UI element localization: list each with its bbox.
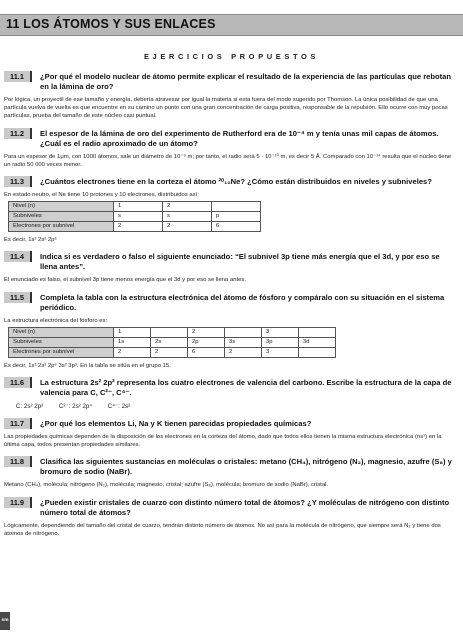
table-cell: 2 — [163, 202, 212, 212]
table-cell: 2 — [225, 347, 262, 357]
question-number: 11.4 — [4, 251, 32, 262]
table-cell: s — [114, 212, 163, 222]
table-cell: 2p — [188, 337, 225, 347]
table-cell: 3s — [225, 337, 262, 347]
question-11-7 — [4, 417, 463, 431]
table-cell: 2 — [114, 222, 163, 232]
question-11-3 — [4, 175, 463, 189]
table-cell — [212, 202, 261, 212]
question-number: 11.7 — [4, 418, 32, 429]
table-cell — [299, 327, 336, 337]
question-text: Clasifica las siguientes sustancias en moléculas o cristales: metano (CH₄), nitrógeno (N₂), magnesio, azufre (S₈) y bromuro de sodio (NaBr). — [40, 457, 452, 477]
table-cell: 6 — [188, 347, 225, 357]
row-label: Nivel (n) — [9, 202, 114, 212]
section-title: EJERCICIOS PROPUESTOS — [143, 52, 320, 61]
table-cell: 3 — [262, 347, 299, 357]
question-text: Indica si es verdadero o falso el siguiente enunciado: “El subnivel 3p tiene más energía que el 3d, y por eso se llena antes”. — [40, 252, 440, 272]
table-row — [9, 337, 336, 347]
row-label: Nivel (n) — [9, 327, 114, 337]
table-cell: p — [212, 212, 261, 222]
table-row — [9, 202, 261, 212]
electron-configuration: Es decir, 1s² 2s² 2p⁶ 3s² 3p³. En la tabla se sitúa en el grupo 15. — [4, 362, 171, 369]
table-row — [9, 212, 261, 222]
table-cell: 3d — [299, 337, 336, 347]
question-number: 11.9 — [4, 497, 32, 508]
row-label: Electrones por subnivel — [9, 347, 114, 357]
table-row — [9, 347, 336, 357]
question-text: ¿Pueden existir cristales de cuarzo con distinto número total de átomos? ¿Y moléculas de nitrógeno con distinto número total de átomos? — [40, 497, 450, 517]
question-number: 11.6 — [4, 377, 32, 388]
answer-11-5: La estructura electrónica del fósforo es: — [4, 317, 108, 324]
question-11-6 — [4, 376, 463, 400]
question-text: La estructura 2s² 2p² representa los cuatro electrones de valencia del carbono. Escribe la estructura de la capa de valencia para C, C²⁻, C⁴⁻. — [40, 378, 452, 398]
formula-c2: C²⁻: 2s² 2p⁴ — [58, 403, 92, 411]
row-label: Subniveles — [9, 337, 114, 347]
question-11-4 — [4, 250, 463, 274]
electron-configuration: Es decir, 1s² 2s² 2p⁶ — [4, 237, 57, 244]
valence-formulas — [0, 400, 463, 411]
answer-11-9: Lógicamente, dependiendo del tamaño del cristal de cuarzo, tendrán distinto número de átomos. No así para la molécula de nitrógeno, que siempre será N₂ y tiene dos átomos de nitrógeno. — [4, 522, 441, 537]
table-cell: 2 — [163, 222, 212, 232]
table-row — [9, 327, 336, 337]
question-text: El espesor de la lámina de oro del experimento de Rutherford era de 10⁻⁴ m y tenía unas mil capas de átomos. ¿Cuál es el radio aproximado de un átomo? — [40, 128, 439, 148]
question-number: 11.5 — [4, 292, 32, 303]
table-cell — [299, 347, 336, 357]
question-text: ¿Por qué los elementos Li, Na y K tienen parecidas propiedades químicas? — [40, 419, 312, 429]
table-cell: 1s — [114, 337, 151, 347]
exercise-list — [0, 64, 463, 538]
question-11-2 — [4, 127, 463, 151]
chapter-header — [0, 14, 463, 36]
table-cell — [151, 327, 188, 337]
row-label: Subniveles — [9, 212, 114, 222]
formula-c: C: 2s² 2p² — [16, 403, 44, 411]
table-row — [9, 222, 261, 232]
question-number: 11.3 — [4, 176, 32, 187]
answer-11-3: En estado neutro, el Ne tiene 10 protones y 10 electrones, distribuidos así: — [4, 192, 199, 199]
question-11-1 — [4, 70, 463, 94]
table-cell: 2s — [151, 337, 188, 347]
table-cell: 3p — [262, 337, 299, 347]
table-cell — [225, 327, 262, 337]
table-cell: 3 — [262, 327, 299, 337]
phosphorus-electron-table — [8, 327, 336, 358]
question-text: Completa la tabla con la estructura electrónica del átomo de fósforo y compáralo con su situación en el sistema periódico. — [40, 292, 445, 312]
question-text: ¿Por qué el modelo nuclear de átomo permite explicar el resultado de la experiencia de las partículas que rebotan en la lámina de oro? — [40, 72, 452, 91]
question-number: 11.1 — [4, 71, 32, 82]
table-cell: 1 — [114, 202, 163, 212]
table-cell: s — [163, 212, 212, 222]
formula-c4: C⁴⁻: 2s² — [107, 403, 131, 411]
chapter-title: 11 LOS ÁTOMOS Y SUS ENLACES — [6, 17, 216, 31]
publisher-logo: sm — [0, 612, 10, 630]
row-label: Electrones por subnivel — [9, 222, 114, 232]
question-11-5 — [4, 291, 463, 315]
table-cell: 6 — [212, 222, 261, 232]
table-cell: 2 — [188, 327, 225, 337]
table-cell: 2 — [151, 347, 188, 357]
table-cell: 2 — [114, 347, 151, 357]
answer-11-8: Metano (CH₄), molécula; nitrógeno (N₂), molécula; magnesio, cristal; azufre (S₈), molécula; bromuro de sodio (NaBr), cristal. — [4, 482, 329, 489]
answer-11-7: Las propiedades químicas dependen de la disposición de los electrones en la corteza del átomo, dado que todos ellos tienen la misma estructura electrónica (ns¹) en la última capa, todos presentan propiedades similares. — [4, 434, 442, 449]
answer-11-2: Para un espesor de 1μm, con 1000 átomos, sale un diámetro de 10⁻⁹ m; por tanto, el radio será 5 · 10⁻¹⁰ m, es decir 5 Å. Comparado con 10⁻¹⁴ resulta que el núcleo tiene un radio 50 000 veces menor. — [4, 153, 452, 168]
question-11-8 — [4, 455, 463, 479]
answer-11-1: Por lógica, un proyectil de ese tamaño y energía, debería atravesar por igual la materia si esta fuera del modo sugerido por Thomson. La única posibilidad de que una partícula vuelva de vuelta es que encuentre en su camino un punto con una gran concentración de carga positiva, responsable de la repulsión. Ello ocurre con muy pocas partículas, prueba del tamaño de este núcleo casi puntual. — [4, 97, 448, 120]
question-text: ¿Cuántos electrones tiene en la corteza el átomo ²⁰₁₀Ne? ¿Cómo están distribuidos en niveles y subniveles? — [40, 177, 432, 187]
question-number: 11.2 — [4, 128, 32, 139]
answer-11-4: El enunciado es falso, el subnivel 3p tiene menos energía que el 3d y por eso se llena antes. — [4, 277, 247, 284]
neon-electron-table — [8, 201, 261, 232]
table-cell: 1 — [114, 327, 151, 337]
question-11-9 — [4, 496, 463, 520]
question-number: 11.8 — [4, 456, 32, 467]
